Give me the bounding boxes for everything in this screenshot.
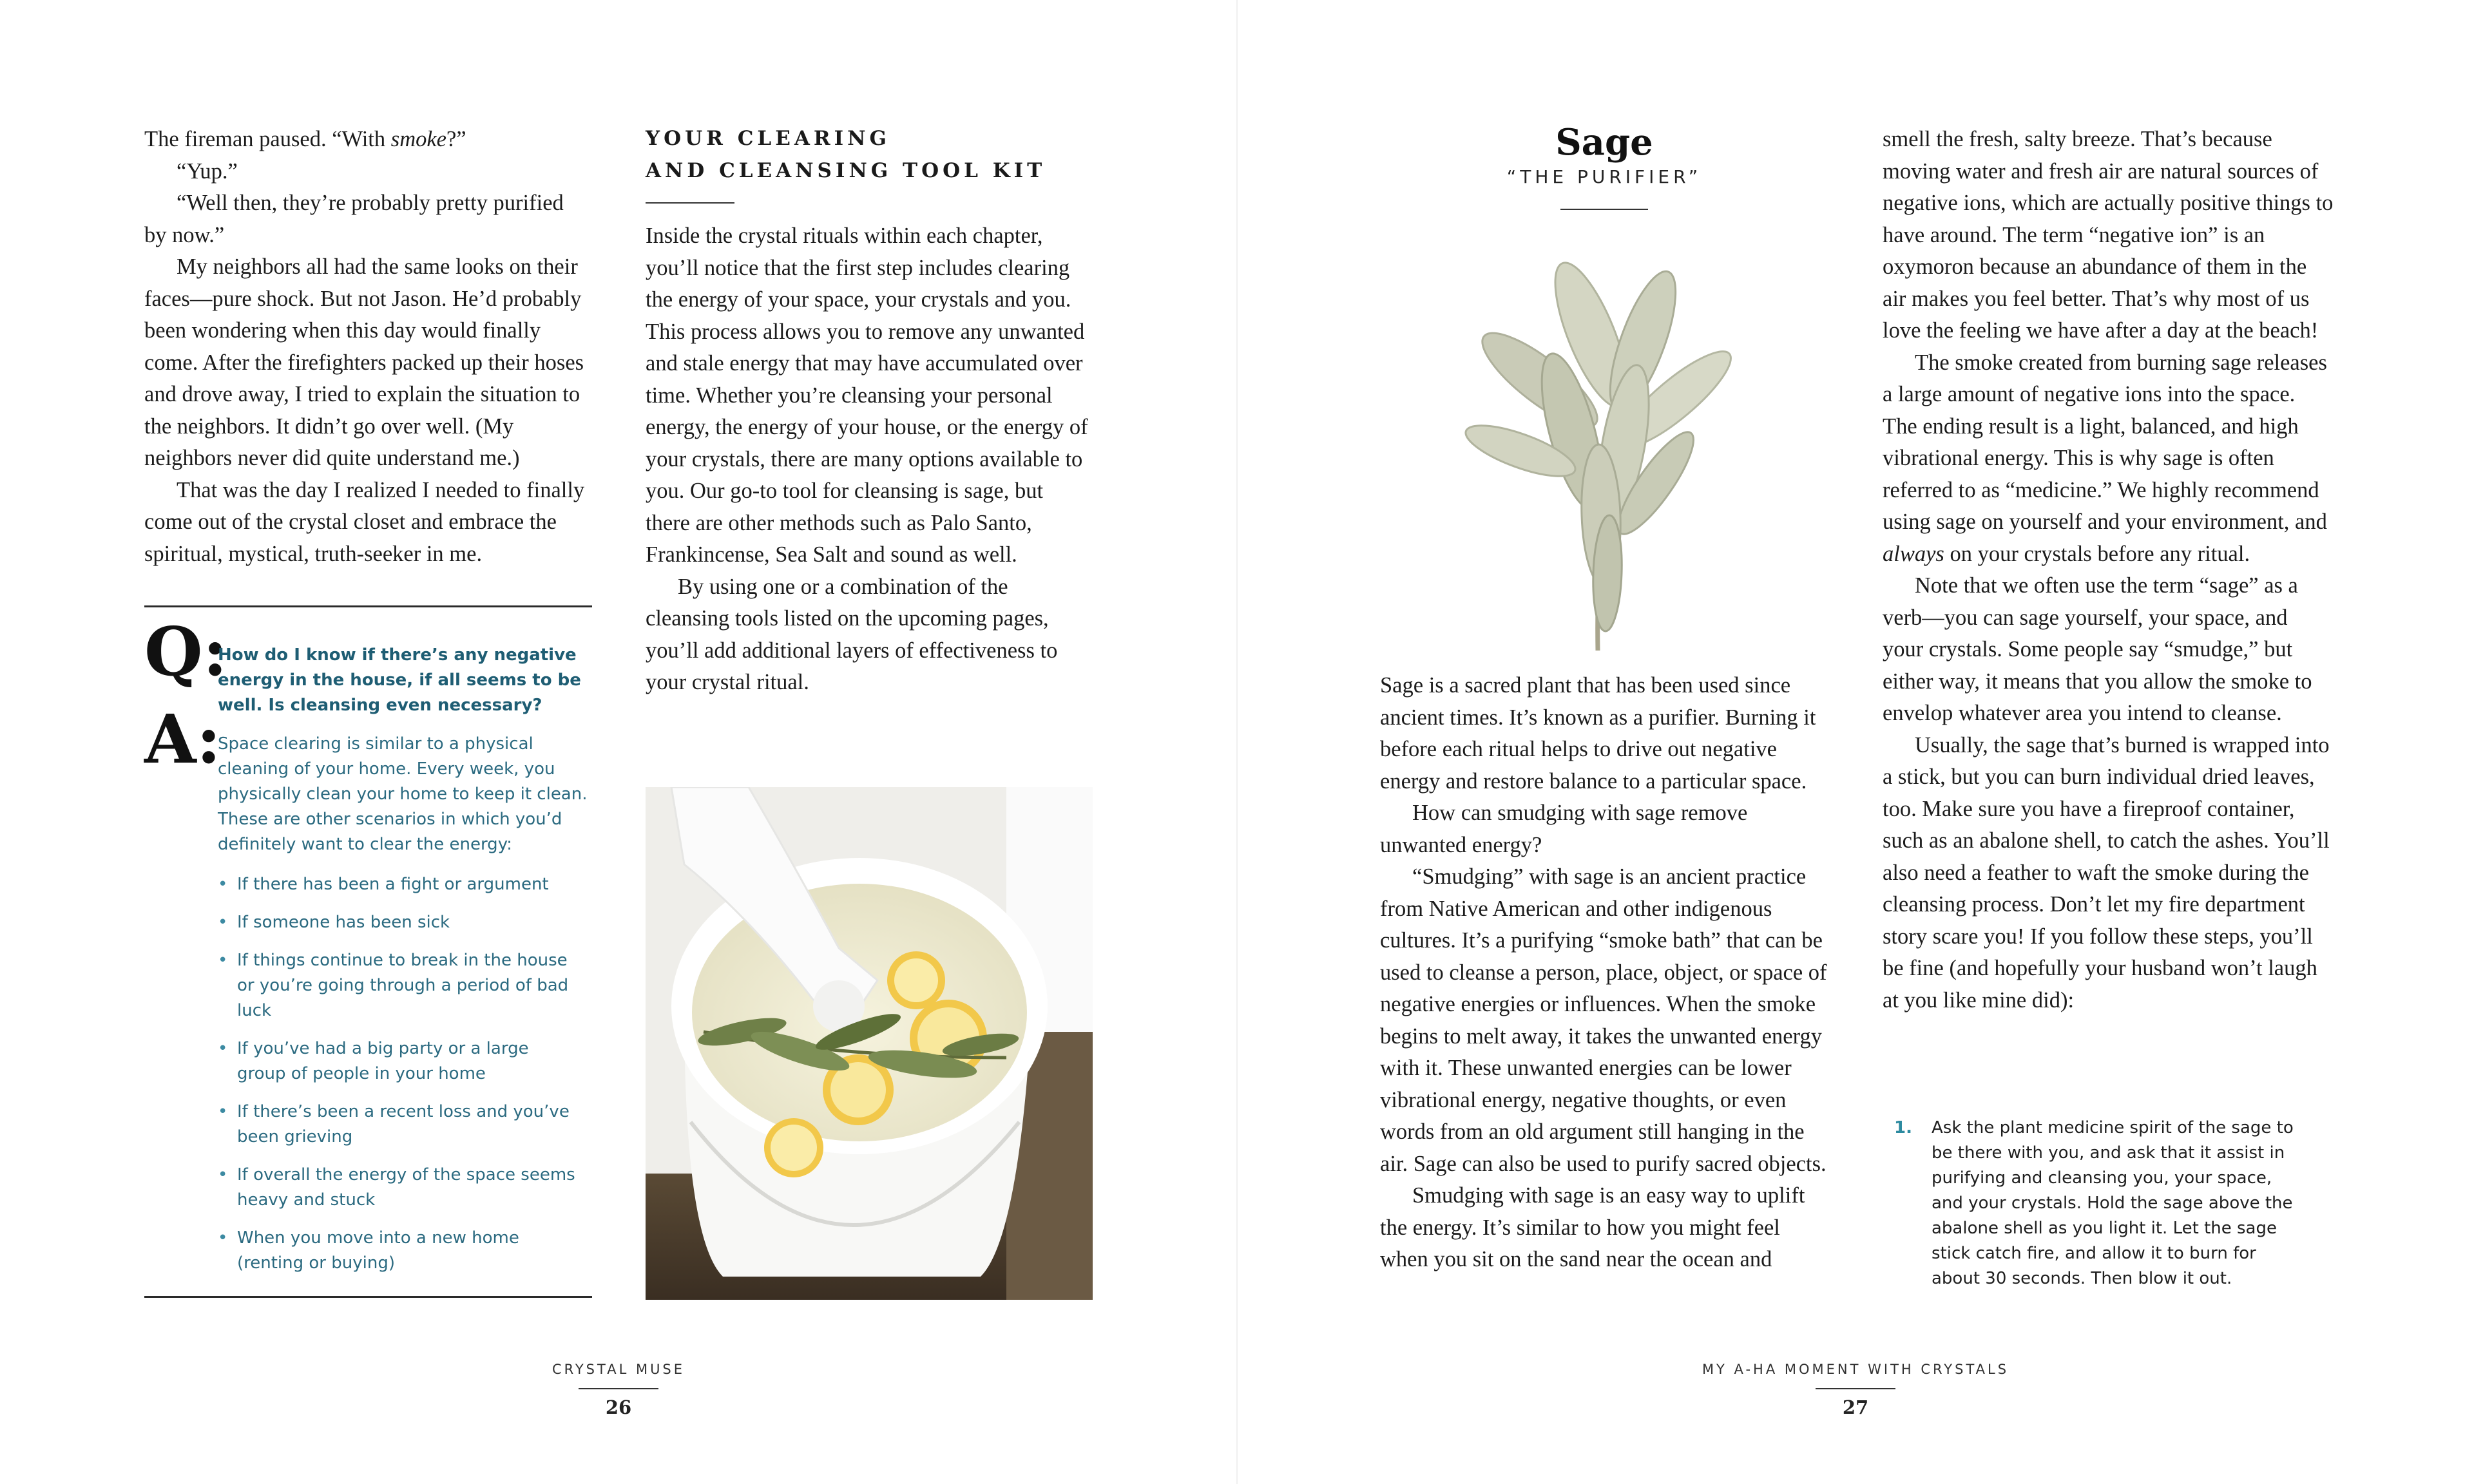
text-run: My neighbors all had the same looks on their faces—pure shock. But not Jason. He’d probably been wondering when this day would finally come. After the firefighters packed up their hoses and drove away, I tried to explain the situation to the neighbors. It didn’t go over well. (My neighbors never did quite understand me.) — [144, 254, 584, 470]
paragraph — [144, 475, 589, 571]
paragraph — [646, 220, 1090, 571]
sage-text-right-column — [1883, 124, 2334, 1016]
paragraph — [1883, 124, 2334, 347]
left-running-head: CRYSTAL MUSE — [551, 1362, 686, 1377]
text-run: ?” — [446, 127, 466, 151]
text-run: “Well then, they’re probably pretty purified by now.” — [144, 191, 564, 247]
text-run: Inside the crystal rituals within each chapter, you’ll notice that the first step includes clearing the energy of your space, your crystals and you. This process allows you to remove any unwanted and stale energy that may have accumulated over time. Whether you’re cleansing your personal energy, the energy of your house, or the energy of your crystals, there are many options available to you. Our go-to tool for cleansing is sage, but there are other methods such as Palo Santo, Frankincense, Sea Salt and sound as well. — [646, 224, 1088, 567]
paragraph — [646, 571, 1090, 699]
right-folio-rule — [1816, 1388, 1895, 1389]
italic-text: smoke — [390, 127, 446, 151]
sage-subtitle: “THE PURIFIER” — [1506, 166, 1702, 187]
text-run: The smoke created from burning sage releases a large amount of negative ions into the space. The ending result is a light, balanced, and high vibrational energy. This is why sage is often referred to as “medicine.” We highly recommend using sage on yourself and your environment, and — [1883, 350, 2327, 534]
qa-bullet-item: • If you’ve had a big party or a large group of people in your home — [218, 1036, 579, 1087]
toolkit-title-rule — [646, 202, 734, 204]
toolkit-title — [646, 122, 1097, 187]
text-run: smell the fresh, salty breeze. That’s because moving water and fresh air are natural sources of negative ions, which are actually positive things to have around. The term “negative ion” is an oxymoron because an abundance of them in the air makes you feel better. That’s why most of us love the feeling we have after a day at the beach! — [1883, 127, 2334, 343]
paragraph — [144, 187, 589, 251]
sage-title: Sage — [1555, 121, 1653, 164]
text-run: Smudging with sage is an easy way to uplift the energy. It’s similar to how you might feel when you sit on the sand near the ocean and — [1380, 1183, 1805, 1271]
qa-bullet-list — [218, 872, 579, 1289]
sage-bundle-photo — [1443, 238, 1765, 663]
qa-bullet-item: • If there’s been a recent loss and you’ve been grieving — [218, 1099, 579, 1150]
sage-title-rule — [1560, 209, 1648, 210]
paragraph — [1380, 1180, 1831, 1276]
left-page-number: 26 — [605, 1396, 632, 1418]
paragraph — [1883, 730, 2334, 1017]
right-page-number: 27 — [1842, 1396, 1869, 1418]
paragraph — [1883, 347, 2334, 571]
paragraph — [1380, 670, 1831, 797]
left-folio-rule — [579, 1388, 658, 1389]
paragraph — [144, 251, 589, 475]
toolkit-text — [646, 220, 1090, 699]
qa-top-rule — [144, 605, 592, 607]
right-running-head: MY A-HA MOMENT WITH CRYSTALS — [1702, 1362, 2009, 1377]
sage-text-left-column — [1380, 670, 1831, 1276]
text-run: “Smudging” with sage is an ancient practice from Native American and other indigenous cultures. It’s a purifying “smoke bath” that can be used to cleanse a person, place, object, or space of negative energies or influences. When the smoke begins to melt away, it takes the unwanted energy with it. These unwanted energies can be lower vibrational energy, negative thoughts, or even words from an old argument still hanging in the air. Sage can also be used to purify sacred objects. — [1380, 864, 1827, 1176]
paragraph — [144, 156, 589, 188]
answer-letter: A: — [144, 699, 222, 779]
text-run: Usually, the sage that’s burned is wrapped into a stick, but you can burn individual dried leaves, too. Make sure you have a fireproof container, such as an abalone shell, to catch the ashes. You’ll also need a feather to waft the smoke during the cleansing process. Don’t let my fire department story scare you! If you follow these steps, you’ll be fine (and hopefully your husband won’t laugh at you like mine did): — [1883, 732, 2330, 1013]
step-number: 1. — [1894, 1118, 1912, 1137]
story-text — [144, 124, 589, 570]
bucket-photo — [646, 787, 1093, 1300]
qa-bullet-item: • If things continue to break in the house or you’re going through a period of bad luck — [218, 948, 579, 1023]
text-run: By using one or a combination of the cleansing tools listed on the upcoming pages, you’ll add additional layers of effectiveness to your crystal ritual. — [646, 574, 1058, 694]
paragraph — [144, 124, 589, 156]
italic-text: always — [1883, 541, 1944, 566]
qa-answer: Space clearing is similar to a physical cleaning of your home. Every week, you physically clean your home to keep it clean. These are other scenarios in which you’d definitely want to clear the energy: — [218, 734, 588, 854]
toolkit-title-line-2: AND CLEANSING TOOL KIT — [646, 159, 1046, 182]
page-gutter — [1236, 0, 1238, 1484]
paragraph — [1380, 861, 1831, 1180]
paragraph — [1380, 797, 1831, 861]
text-run: Sage is a sacred plant that has been used since ancient times. It’s known as a purifier. Burning it before each ritual helps to drive out negative energy and restore balance to a particular space. — [1380, 673, 1816, 794]
text-run: That was the day I realized I needed to finally come out of the crystal closet and embrace the spiritual, mystical, truth-seeker in me. — [144, 477, 585, 566]
text-run: How can smudging with sage remove unwanted energy? — [1380, 801, 1748, 857]
text-run: The fireman paused. “With — [144, 127, 391, 151]
text-run: Note that we often use the term “sage” as a verb—you can sage yourself, your space, and your crystals. Some people say “smudge,” but either way, it means that you allow the smoke to envelop whatever area you intend to cleanse. — [1883, 573, 2312, 725]
qa-bullet-item: • If there has been a fight or argument — [218, 872, 579, 897]
qa-bottom-rule — [144, 1296, 592, 1298]
qa-bullet-item: • When you move into a new home (renting or buying) — [218, 1226, 579, 1276]
question-letter: Q: — [144, 612, 227, 691]
text-run: “Yup.” — [177, 158, 238, 184]
text-run: on your crystals before any ritual. — [1944, 541, 2250, 566]
qa-bullet-item: • If overall the energy of the space seems heavy and stuck — [218, 1163, 579, 1213]
paragraph — [1883, 570, 2334, 730]
qa-question: How do I know if there’s any negative energy in the house, if all seems to be well. Is cleansing even necessary? — [218, 645, 581, 715]
step-text: Ask the plant medicine spirit of the sage to be there with you, and ask that it assist in purifying and cleansing you, your space, and your crystals. Hold the sage above the abalone shell as you light it. Let the sage stick catch fire, and allow it to burn for about 30 seconds. Then blow it out. — [1932, 1118, 2294, 1288]
qa-bullet-item: • If someone has been sick — [218, 910, 579, 935]
toolkit-title-line-1: YOUR CLEARING — [646, 127, 890, 150]
